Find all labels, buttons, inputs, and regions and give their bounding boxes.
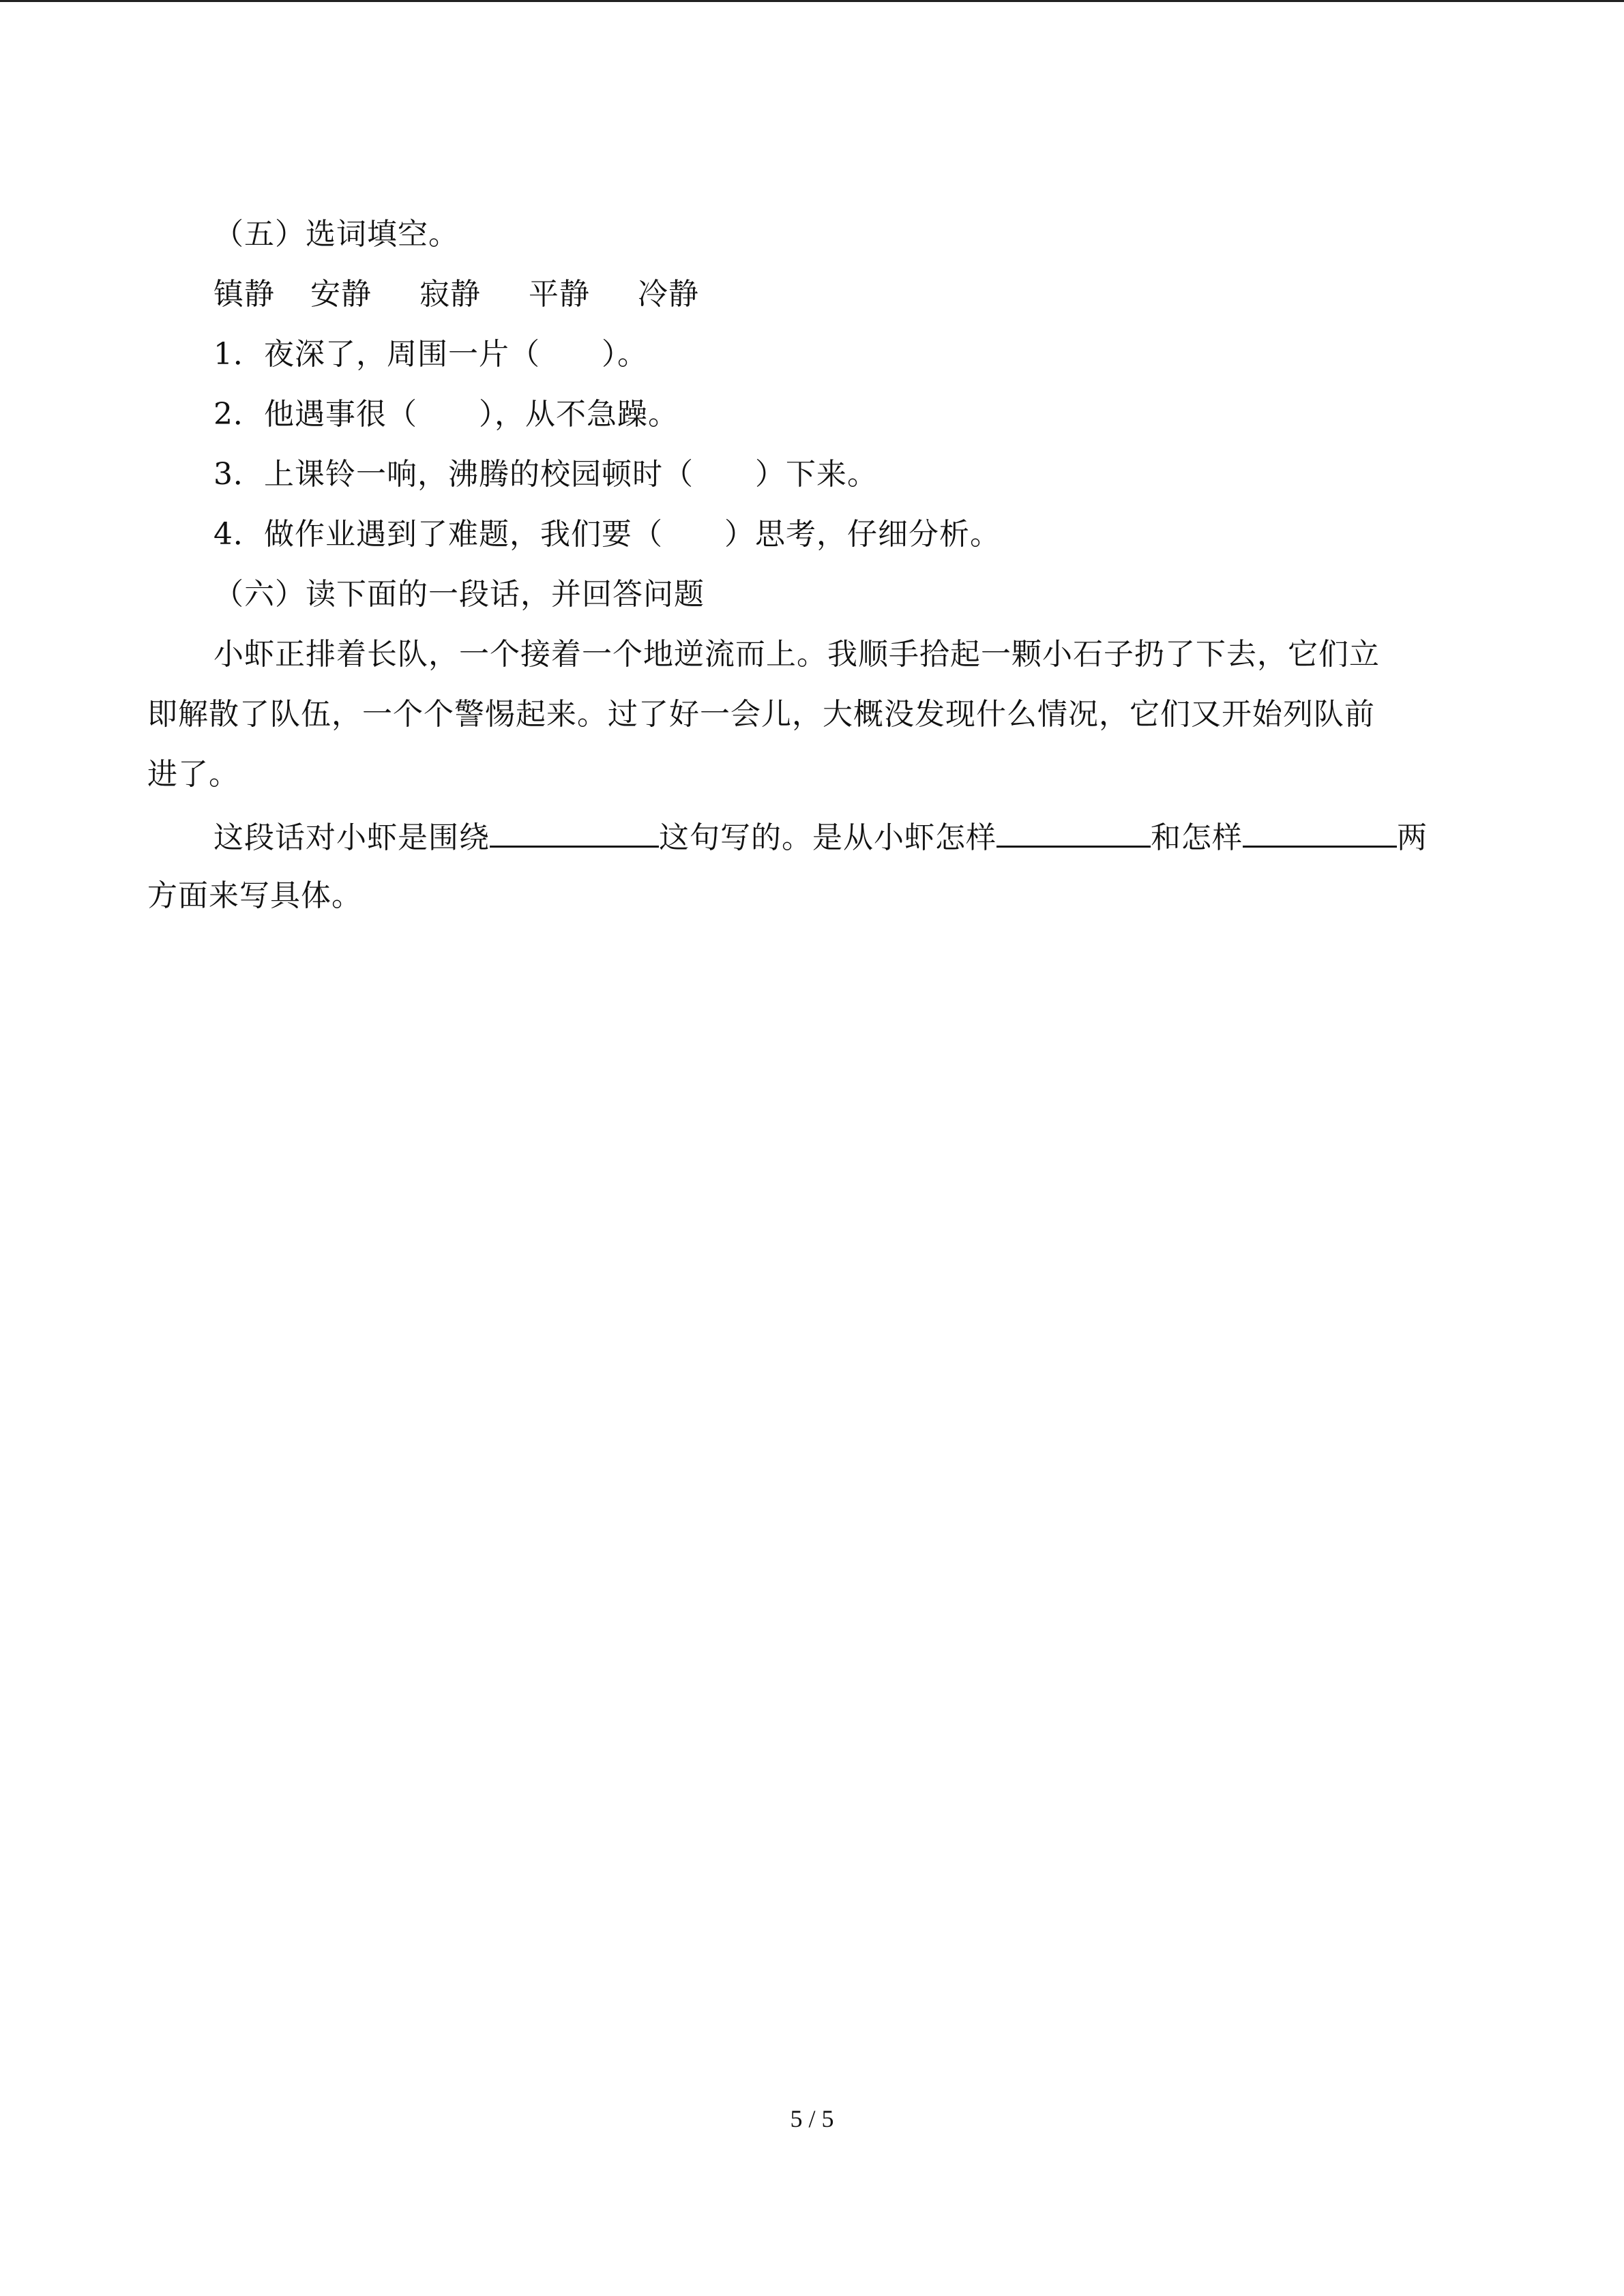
answer-question-line-1: [213, 816, 1428, 859]
word-option: 平静: [529, 277, 590, 312]
word-option: 寂静: [419, 277, 481, 312]
answer-question-text: 这段话对小虾是围绕: [213, 820, 490, 855]
passage-line-2: 即解散了队伍，一个个警惕起来。过了好一会儿，大概没发现什么情况，它们又开始列队前: [147, 697, 1375, 732]
word-option: 镇静: [213, 277, 275, 312]
word-bank: [213, 274, 735, 315]
word-option: 安静: [310, 277, 372, 312]
section-6-heading: （六）读下面的一段话，并回答问题: [213, 577, 705, 612]
word-option: 冷静: [638, 277, 699, 312]
answer-question-text: 两: [1397, 820, 1428, 855]
page-number: 5 / 5: [790, 2105, 834, 2132]
answer-blank-3[interactable]: [1243, 816, 1397, 848]
top-border: [0, 0, 1624, 2]
answer-blank-1[interactable]: [490, 816, 659, 848]
question-4: 4．做作业遇到了难题，我们要（ ）思考，仔细分析。: [213, 517, 1001, 552]
question-2: 2．他遇事很（ ），从不急躁。: [213, 397, 679, 432]
question-3: 3．上课铃一响，沸腾的校园顿时（ ）下来。: [213, 457, 878, 492]
passage-line-1: 小虾正排着长队，一个接着一个地逆流而上。我顺手拾起一颗小石子扔了下去，它们立: [213, 637, 1380, 672]
answer-question-text: 和怎样: [1151, 820, 1243, 855]
passage-line-3: 进了。: [147, 757, 239, 792]
answer-question-text: 这句写的。是从小虾怎样: [659, 820, 996, 855]
section-5-heading: （五）选词填空。: [213, 217, 459, 252]
answer-question-line-2: 方面来写具体。: [147, 878, 362, 913]
question-1: 1．夜深了，周围一片（ ）。: [213, 337, 648, 372]
answer-blank-2[interactable]: [996, 816, 1151, 848]
